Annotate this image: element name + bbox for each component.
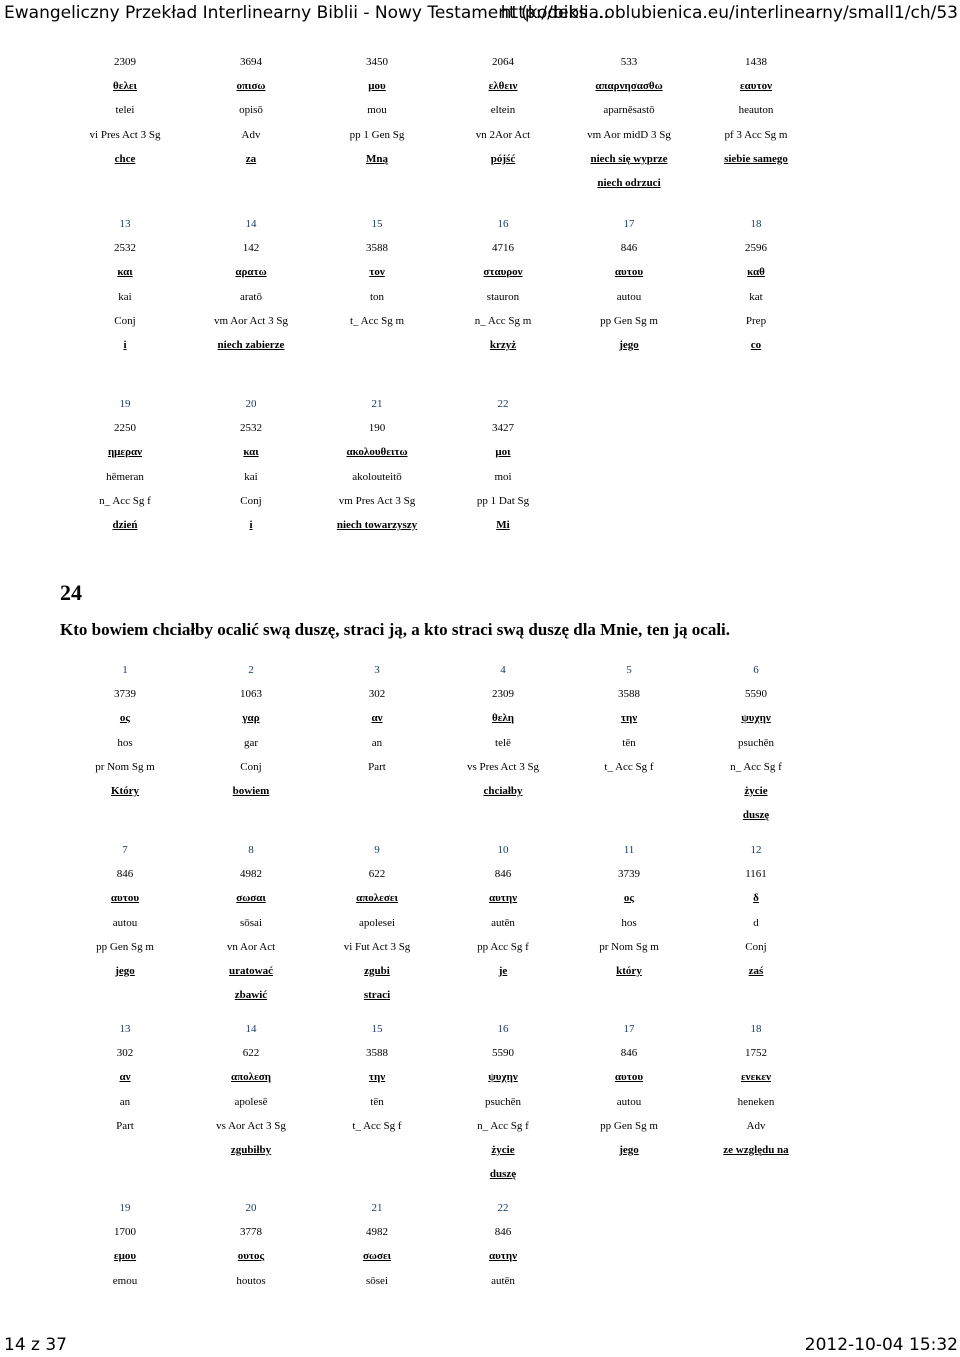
word-cell[interactable]: σωσαι	[236, 892, 266, 905]
row-u	[60, 442, 910, 466]
word-cell[interactable]: bowiem	[232, 784, 270, 797]
word-cell[interactable]: jego	[619, 1143, 639, 1156]
word-cell: 5590	[492, 1047, 514, 1060]
word-cell[interactable]: jego	[619, 338, 639, 351]
word-cell: Conj	[240, 494, 262, 507]
word-cell: tēn	[370, 1095, 384, 1108]
word-cell: 6	[753, 664, 759, 676]
row-pl	[60, 781, 910, 805]
row-plain	[60, 311, 910, 335]
word-cell: 1	[122, 664, 128, 676]
word-cell[interactable]: ελθειν	[488, 80, 518, 93]
word-cell: 16	[497, 1023, 509, 1035]
row-plain	[60, 757, 910, 781]
word-cell[interactable]: siebie samego	[724, 152, 788, 165]
word-cell: kai	[118, 290, 132, 303]
word-cell: 533	[620, 56, 638, 68]
word-cell[interactable]: niech zabierze	[217, 338, 285, 351]
row-pl	[60, 335, 910, 359]
word-cell[interactable]: dzień	[112, 518, 138, 531]
word-cell[interactable]: zaś	[748, 964, 764, 977]
word-cell: pr Nom Sg m	[95, 760, 155, 773]
word-cell[interactable]: jego	[115, 964, 135, 977]
word-cell: autēn	[491, 1274, 515, 1287]
row-plain	[60, 1043, 910, 1067]
word-cell: vs Aor Act 3 Sg	[216, 1119, 286, 1132]
word-cell: Conj	[114, 314, 136, 327]
word-cell: vi Pres Act 3 Sg	[89, 128, 161, 141]
word-cell: psuchēn	[737, 736, 775, 749]
word-cell[interactable]: duszę	[489, 1168, 517, 1181]
word-cell: Part	[368, 760, 386, 773]
word-cell: 10	[497, 844, 509, 856]
row-ex	[60, 173, 910, 197]
row-plain	[60, 418, 910, 442]
word-cell[interactable]: i	[249, 518, 253, 531]
row-plain	[60, 238, 910, 262]
word-cell: 7	[122, 844, 128, 856]
word-cell[interactable]: duszę	[742, 809, 770, 822]
word-cell[interactable]: niech towarzyszy	[336, 518, 418, 531]
word-block	[60, 660, 910, 829]
word-cell: 8	[248, 844, 254, 856]
word-cell: moi	[494, 470, 512, 483]
word-cell: hēmeran	[106, 470, 144, 483]
row-plain	[60, 1116, 910, 1140]
word-cell: 1700	[114, 1226, 136, 1239]
word-cell: 846	[494, 1226, 512, 1239]
word-cell: hos	[117, 736, 133, 749]
word-cell: 2596	[745, 242, 767, 255]
word-cell: 14	[245, 218, 257, 230]
row-pl	[60, 961, 910, 985]
word-cell[interactable]: życie	[491, 1143, 515, 1156]
row-plain	[60, 937, 910, 961]
word-cell[interactable]: μου	[368, 80, 386, 93]
word-cell: 846	[116, 868, 134, 881]
word-cell: n_ Acc Sg f	[477, 1119, 529, 1132]
word-cell: 16	[497, 218, 509, 230]
row-plain	[60, 733, 910, 757]
word-cell: 3588	[366, 1047, 388, 1060]
word-cell: 3694	[240, 56, 262, 68]
word-cell[interactable]: ημεραν	[107, 446, 143, 459]
word-cell[interactable]: απαρνησασθω	[595, 80, 663, 93]
word-cell[interactable]: krzyż	[489, 338, 517, 351]
word-cell: telē	[495, 736, 511, 749]
word-cell[interactable]: straci	[363, 989, 391, 1002]
row-ex	[60, 805, 910, 829]
word-cell: n_ Acc Sg f	[730, 760, 782, 773]
word-cell: pp Gen Sg m	[600, 1119, 658, 1132]
row-u	[60, 1067, 910, 1091]
word-cell: 4	[500, 664, 506, 676]
word-cell: emou	[112, 1274, 138, 1287]
word-cell[interactable]: i	[123, 338, 127, 351]
word-cell: mou	[367, 104, 387, 117]
word-cell: apolesei	[358, 916, 396, 929]
word-cell: autou	[616, 290, 642, 303]
word-cell: telei	[115, 104, 135, 117]
row-plain	[60, 684, 910, 708]
word-cell[interactable]: αρατω	[235, 266, 267, 279]
row-ex	[60, 985, 910, 1009]
word-cell: 20	[245, 398, 257, 410]
row-plain	[60, 100, 910, 124]
row-plain	[60, 467, 910, 491]
word-cell: heauton	[738, 104, 774, 117]
word-cell[interactable]: αυτου	[614, 266, 644, 279]
word-cell: 3	[374, 664, 380, 676]
word-cell: t_ Acc Sg f	[604, 760, 654, 773]
page-url[interactable]: http://biblia.oblubienica.eu/interlinearny/small1/ch/53	[500, 3, 958, 23]
word-cell: 846	[620, 1047, 638, 1060]
word-cell[interactable]: zbawić	[234, 989, 268, 1002]
word-cell: eltein	[490, 104, 516, 117]
word-cell: autou	[616, 1095, 642, 1108]
row-plain	[60, 491, 910, 515]
word-cell: Prep	[745, 314, 767, 327]
word-cell: 846	[620, 242, 638, 255]
word-cell[interactable]: την	[620, 712, 638, 725]
word-cell[interactable]: zgubiłby	[230, 1143, 272, 1156]
word-cell: 4982	[366, 1226, 388, 1239]
word-cell[interactable]: ακολουθειτω	[346, 446, 408, 459]
word-cell: pp 1 Gen Sg	[349, 128, 405, 141]
word-cell: n_ Acc Sg m	[474, 314, 532, 327]
word-cell: 22	[497, 398, 509, 410]
word-cell: vm Pres Act 3 Sg	[338, 494, 416, 507]
word-cell: 622	[368, 868, 386, 881]
word-cell[interactable]: θελει	[113, 80, 137, 93]
word-cell[interactable]: εαυτον	[739, 80, 773, 93]
page-counter: 14 z 37	[4, 1335, 67, 1355]
word-cell: 1063	[240, 688, 262, 701]
word-cell: 17	[623, 218, 635, 230]
word-cell: 18	[750, 1023, 762, 1035]
word-cell: kat	[749, 290, 763, 303]
word-cell: 2309	[114, 56, 136, 68]
word-cell: 2	[248, 664, 254, 676]
word-cell: 3739	[618, 868, 640, 881]
word-cell: 1161	[745, 868, 767, 881]
word-cell: apolesē	[234, 1095, 268, 1108]
word-cell: Adv	[241, 128, 261, 141]
word-cell: pr Nom Sg m	[599, 940, 659, 953]
word-cell: 4982	[240, 868, 262, 881]
word-cell: an	[371, 736, 383, 749]
word-cell: vn 2Aor Act	[475, 128, 531, 141]
word-cell: hos	[621, 916, 637, 929]
word-cell: 846	[494, 868, 512, 881]
word-cell: 142	[242, 242, 260, 255]
word-cell: 11	[623, 844, 635, 856]
word-cell: pp 1 Dat Sg	[476, 494, 530, 507]
word-cell[interactable]: και	[243, 446, 259, 459]
word-cell: 12	[750, 844, 762, 856]
word-cell: 622	[242, 1047, 260, 1060]
word-cell[interactable]: αυτην	[488, 892, 518, 905]
word-cell: psuchēn	[484, 1095, 522, 1108]
word-cell: pp Gen Sg m	[96, 940, 154, 953]
word-cell: 1752	[745, 1047, 767, 1060]
row-plain	[60, 1222, 910, 1246]
word-cell: vm Aor Act 3 Sg	[214, 314, 288, 327]
word-cell: 20	[245, 1202, 257, 1214]
row-num	[60, 840, 910, 864]
row-u	[60, 1246, 910, 1270]
word-cell: 2250	[114, 422, 136, 435]
row-num	[60, 1198, 910, 1222]
word-cell: Part	[116, 1119, 134, 1132]
word-cell: 190	[368, 422, 386, 435]
word-cell: 2532	[240, 422, 262, 435]
row-plain	[60, 913, 910, 937]
word-cell[interactable]: zgubi	[364, 964, 390, 977]
word-cell: heneken	[737, 1095, 775, 1108]
word-cell: 3588	[618, 688, 640, 701]
word-cell: 15	[371, 1023, 383, 1035]
word-cell[interactable]: uratować	[229, 964, 273, 977]
word-cell: 5	[626, 664, 632, 676]
page-title: Ewangeliczny Przekład Interlinearny Biblii - Nowy Testament (kodeks ...	[4, 3, 609, 23]
word-cell: sōsai	[240, 916, 262, 929]
word-cell[interactable]: co	[750, 338, 762, 351]
word-cell: vm Aor midD 3 Sg	[587, 128, 671, 141]
word-cell: sōsei	[366, 1274, 388, 1287]
word-cell: autou	[112, 916, 138, 929]
word-cell: aratō	[240, 290, 262, 303]
word-cell: 19	[119, 1202, 131, 1214]
word-cell: vn Aor Act	[226, 940, 276, 953]
word-cell: kai	[244, 470, 258, 483]
word-cell[interactable]: ουτος	[237, 1250, 265, 1263]
word-cell[interactable]: σωσει	[362, 1250, 392, 1263]
word-cell[interactable]: ψυχην	[488, 1071, 518, 1084]
row-plain	[60, 864, 910, 888]
row-pl	[60, 515, 910, 539]
word-cell: 3588	[366, 242, 388, 255]
word-cell[interactable]: ze względu na	[723, 1143, 789, 1156]
word-cell: 3739	[114, 688, 136, 701]
word-cell: 302	[368, 688, 386, 701]
row-plain	[60, 1092, 910, 1116]
word-cell[interactable]: Mną	[366, 152, 388, 165]
word-cell: opisō	[239, 104, 263, 117]
word-cell: Conj	[240, 760, 262, 773]
word-cell: 17	[623, 1023, 635, 1035]
word-cell: Adv	[746, 1119, 766, 1132]
word-cell: stauron	[486, 290, 520, 303]
word-cell: 3450	[366, 56, 388, 68]
word-block	[60, 840, 910, 1009]
row-pl	[60, 1140, 910, 1164]
word-cell[interactable]: μοι	[495, 446, 511, 459]
word-cell: akolouteitō	[352, 470, 402, 483]
word-block	[60, 1198, 910, 1295]
word-cell: 1438	[745, 56, 767, 68]
word-cell[interactable]: αυτου	[110, 892, 140, 905]
word-cell: 15	[371, 218, 383, 230]
word-block	[60, 214, 910, 359]
word-cell: 5590	[745, 688, 767, 701]
word-cell[interactable]: chce	[114, 152, 136, 165]
word-cell: 2064	[492, 56, 514, 68]
verse-text: Kto bowiem chciałby ocalić swą duszę, straci ją, a kto straci swą duszę dla Mnie, ten ją ocali.	[60, 620, 731, 639]
word-cell: pp Gen Sg m	[600, 314, 658, 327]
page-header	[0, 0, 960, 26]
row-num	[60, 214, 910, 238]
word-cell: aparnēsastō	[603, 104, 655, 117]
row-pl	[60, 149, 910, 173]
word-cell: 19	[119, 398, 131, 410]
word-cell: t_ Acc Sg f	[352, 1119, 402, 1132]
verse-number: 24	[60, 580, 82, 605]
word-cell[interactable]: καθ	[747, 266, 765, 279]
word-block	[60, 1019, 910, 1188]
word-cell[interactable]: który	[616, 964, 642, 977]
word-cell[interactable]: je	[498, 964, 508, 977]
word-cell[interactable]: θελη	[491, 712, 515, 725]
word-cell[interactable]: ος	[119, 712, 131, 725]
word-cell[interactable]: αν	[119, 1071, 131, 1084]
print-datetime: 2012-10-04 15:32	[804, 1335, 958, 1355]
word-cell[interactable]: za	[245, 152, 257, 165]
word-cell: Conj	[745, 940, 767, 953]
word-cell[interactable]: δ	[753, 892, 759, 905]
word-cell[interactable]: niech odrzuci	[597, 176, 661, 189]
word-cell: ton	[369, 290, 385, 303]
word-cell: pf 3 Acc Sg m	[724, 128, 788, 141]
word-cell: 3778	[240, 1226, 262, 1239]
word-cell[interactable]: αν	[371, 712, 383, 725]
word-cell[interactable]: pójść	[490, 152, 516, 165]
word-cell[interactable]: życie	[744, 784, 768, 797]
row-plain	[60, 1271, 910, 1295]
word-cell: autēn	[491, 916, 515, 929]
word-cell: 22	[497, 1202, 509, 1214]
word-cell[interactable]: εμου	[113, 1250, 137, 1263]
word-cell: 9	[374, 844, 380, 856]
word-cell[interactable]: οπισω	[236, 80, 266, 93]
word-cell[interactable]: τον	[369, 266, 385, 279]
row-plain	[60, 125, 910, 149]
word-cell: an	[119, 1095, 131, 1108]
word-cell[interactable]: ψυχην	[741, 712, 771, 725]
word-cell: houtos	[236, 1274, 266, 1287]
row-num	[60, 660, 910, 684]
row-u	[60, 262, 910, 286]
word-cell[interactable]: αυτου	[614, 1071, 644, 1084]
word-cell: 2309	[492, 688, 514, 701]
word-cell: 4716	[492, 242, 514, 255]
word-cell[interactable]: σταυρον	[483, 266, 523, 279]
word-cell: t_ Acc Sg m	[349, 314, 405, 327]
row-num	[60, 394, 910, 418]
word-cell: vi Fut Act 3 Sg	[343, 940, 411, 953]
row-u	[60, 708, 910, 732]
word-cell: 3427	[492, 422, 514, 435]
word-cell[interactable]: την	[368, 1071, 386, 1084]
word-cell: gar	[243, 736, 259, 749]
word-cell: 13	[119, 218, 131, 230]
row-plain	[60, 52, 910, 76]
row-u	[60, 888, 910, 912]
word-cell[interactable]: ος	[623, 892, 635, 905]
row-plain	[60, 287, 910, 311]
word-cell: 302	[116, 1047, 134, 1060]
row-ex	[60, 1164, 910, 1188]
word-cell[interactable]: Który	[110, 784, 140, 797]
word-cell[interactable]: chciałby	[483, 784, 523, 797]
word-cell: 21	[371, 1202, 383, 1214]
word-cell: d	[753, 916, 759, 929]
word-cell[interactable]: niech się wyprze	[590, 152, 668, 165]
word-cell[interactable]: γαρ	[242, 712, 260, 725]
word-cell: 2532	[114, 242, 136, 255]
word-cell: 18	[750, 218, 762, 230]
word-cell: 21	[371, 398, 383, 410]
word-cell[interactable]: ενεκεν	[740, 1071, 772, 1084]
word-cell: 13	[119, 1023, 131, 1035]
word-cell: 14	[245, 1023, 257, 1035]
word-block	[60, 52, 910, 197]
word-block	[60, 394, 910, 539]
word-cell[interactable]: αυτην	[488, 1250, 518, 1263]
word-cell[interactable]: απολεση	[231, 1071, 271, 1084]
row-u	[60, 76, 910, 100]
word-cell: pp Acc Sg f	[477, 940, 529, 953]
row-num	[60, 1019, 910, 1043]
word-cell[interactable]: Mi	[496, 518, 510, 531]
word-cell[interactable]: και	[117, 266, 133, 279]
word-cell: vs Pres Act 3 Sg	[466, 760, 540, 773]
word-cell: tēn	[622, 736, 636, 749]
word-cell[interactable]: απολεσει	[356, 892, 398, 905]
word-cell: n_ Acc Sg f	[99, 494, 151, 507]
